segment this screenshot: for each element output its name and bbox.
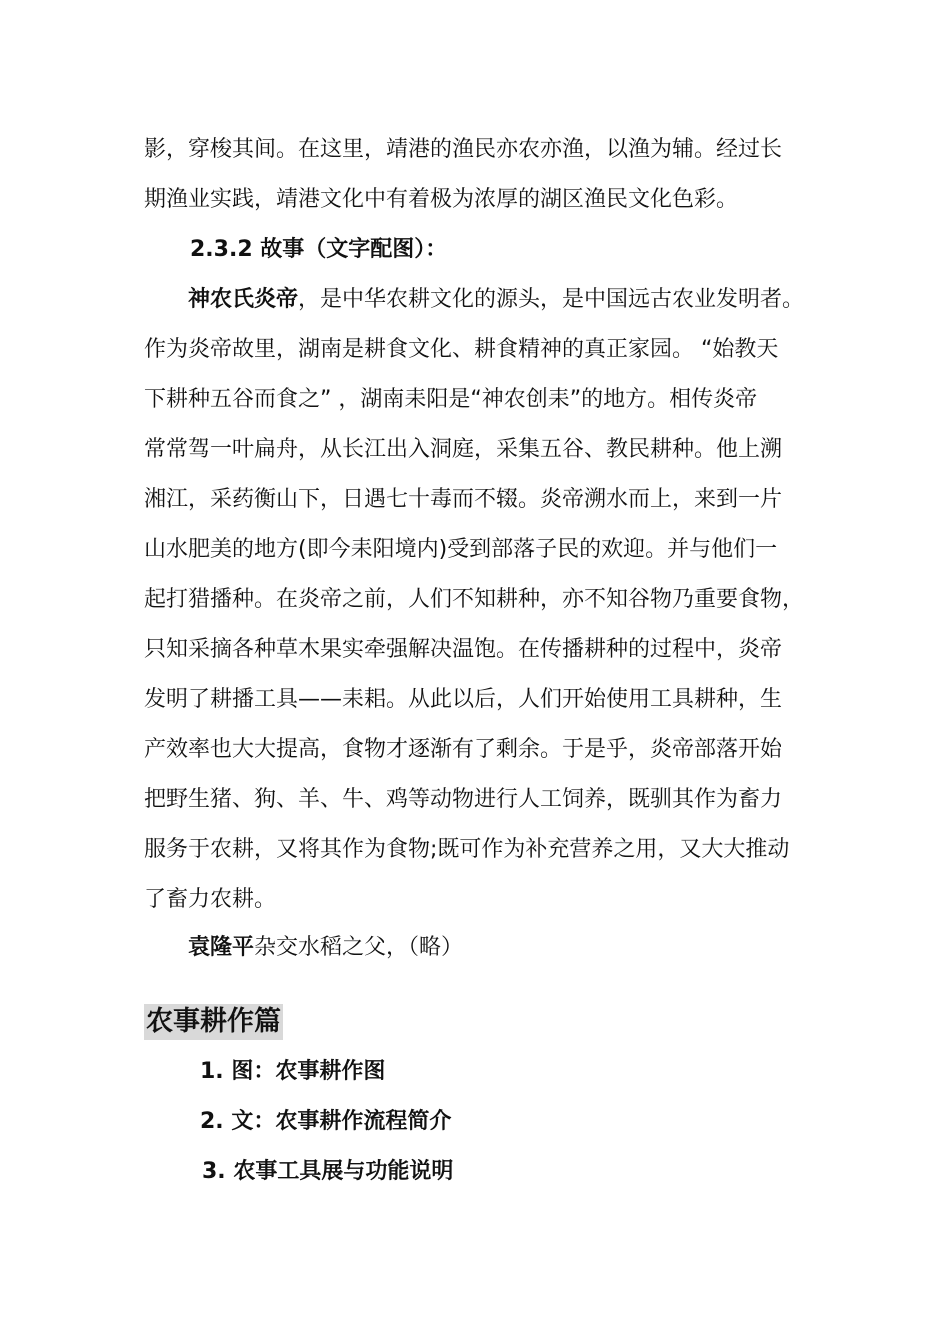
yuan-rest: 杂交水稻之父，（略） xyxy=(254,935,464,960)
story-line: 山水肥美的地方(即今耒阳境内)受到部落子民的欢迎。并与他们一 xyxy=(144,537,778,562)
story-line: 作为炎帝故里，湖南是耕食文化、耕食精神的真正家园。 “始教天 xyxy=(144,337,779,362)
story-line: 下耕种五谷而食之” ，湖南耒阳是“神农创耒”的地方。相传炎帝 xyxy=(144,387,758,412)
story-line: 服务于农耕，又将其作为食物;既可作为补充营养之用，又大大推动 xyxy=(144,837,790,862)
story-line: 起打猎播种。在炎帝之前，人们不知耕种，亦不知谷物乃重要食物， xyxy=(144,587,805,612)
intro-line-2: 期渔业实践，靖港文化中有着极为浓厚的湖区渔民文化色彩。 xyxy=(144,187,739,212)
story-line: 产效率也大大提高，食物才逐渐有了剩余。于是乎，炎帝部落开始 xyxy=(144,737,783,762)
story-first-line xyxy=(188,285,804,315)
story-first-rest: ，是中华农耕文化的源头，是中国远古农业发明者。 xyxy=(298,287,805,312)
toc-item-2: 2. 文：农事耕作流程简介 xyxy=(200,1109,452,1134)
story-line: 把野生猪、狗、羊、牛、鸡等动物进行人工饲养，既驯其作为畜力 xyxy=(144,787,783,812)
yuan-line xyxy=(188,933,463,963)
toc-item-1: 1. 图：农事耕作图 xyxy=(200,1059,386,1084)
story-line: 常常驾一叶扁舟，从长江出入洞庭，采集五谷、教民耕种。他上溯 xyxy=(144,437,783,462)
section-title: 农事耕作篇 xyxy=(144,1004,283,1040)
story-line: 发明了耕播工具——耒耜。从此以后，人们开始使用工具耕种，生 xyxy=(144,687,783,712)
intro-line-1: 影，穿梭其间。在这里，靖港的渔民亦农亦渔，以渔为辅。经过长 xyxy=(144,137,783,162)
yuan-name: 袁隆平 xyxy=(188,935,255,960)
toc-item-3: 3. 农事工具展与功能说明 xyxy=(202,1159,454,1184)
story-subheading: 2.3.2 故事（文字配图）： xyxy=(190,237,448,262)
story-line: 只知采摘各种草木果实牵强解决温饱。在传播耕种的过程中，炎帝 xyxy=(144,637,783,662)
shennong-name: 神农氏炎帝 xyxy=(188,287,299,312)
story-line: 了畜力农耕。 xyxy=(144,887,277,912)
story-line: 湘江，采药衡山下，日遇七十毒而不辍。炎帝溯水而上，来到一片 xyxy=(144,487,783,512)
